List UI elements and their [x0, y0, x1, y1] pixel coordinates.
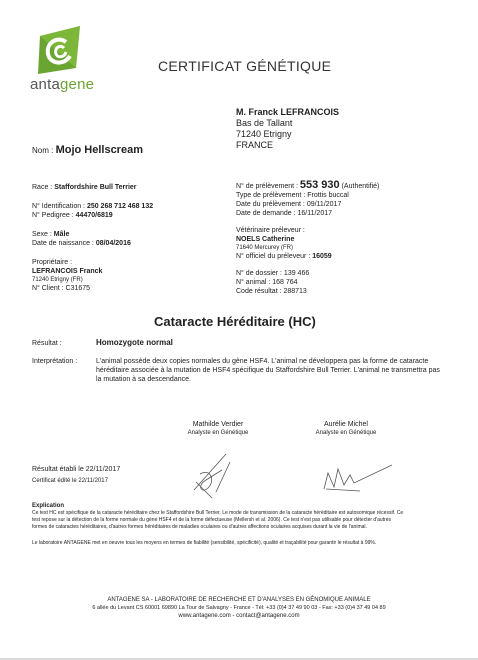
signatory-role: Analyste en Génétique — [187, 430, 249, 436]
dog-name: Mojo Hellscream — [55, 144, 143, 156]
vet-city: 71640 Mercurey (FR) — [236, 245, 294, 251]
explanation-line: test repose sur la détection de la forme normale du gène HSF4 et de la forme défectueuse (Mellersh et al. 2006). Ce test n'est pas utilisable pour détecter d'autres — [32, 517, 392, 523]
explanation-line: Ce test HC est spécifique de la cataracte héréditaire chez le Staffordshire Bull Terrier. Le mode de transmission de la cataracte héréditaire est autosomique récessif. Ce — [32, 510, 404, 516]
pedigree-value: 44470/6819 — [75, 212, 113, 219]
dog-name-row — [32, 140, 143, 158]
test-title: Cataracte Héréditaire (HC) — [154, 314, 316, 329]
owner-address-name: M. Franck LEFRANCOIS — [236, 107, 340, 117]
vet-official-label: N° officiel du préleveur : — [236, 253, 313, 260]
signatory-role: Analyste en Génétique — [315, 430, 377, 436]
id-label: N° Identification : — [32, 203, 87, 210]
result-value: Homozygote normal — [96, 338, 173, 347]
sample-number-note: (Authentifié) — [339, 183, 380, 190]
sample-number: 553 930 — [299, 179, 340, 191]
certificate-edited-date: Certificat édité le 22/11/2017 — [32, 478, 108, 484]
dossier-number: N° de dossier : 139 466 — [236, 270, 310, 277]
result-label: Résultat : — [32, 340, 62, 347]
owner-name: LEFRANCOIS Franck — [32, 268, 103, 275]
race-label: Race : — [32, 184, 55, 191]
request-date: Date de demande : 16/11/2017 — [236, 210, 333, 217]
footer-contact: www.antagene.com - contact@antagene.com — [178, 613, 300, 619]
owner-address-country: FRANCE — [236, 140, 274, 150]
signature-1-mark — [186, 440, 246, 500]
sex-label: Sexe : — [32, 231, 54, 238]
dog-details — [32, 183, 153, 293]
vet-name: NOELS Catherine — [236, 236, 295, 243]
signatory-name: Aurélie Michel — [324, 421, 368, 428]
owner-label: Propriétaire : — [32, 259, 73, 266]
race-value: Staffordshire Bull Terrier — [54, 184, 137, 191]
interp-line: la mutation à sa descendance. — [96, 376, 191, 383]
sample-type: Type de prélèvement : Frottis buccal — [236, 192, 349, 199]
vet-official: 16059 — [312, 253, 332, 260]
sex-value: Mâle — [53, 231, 70, 238]
antagene-logo — [36, 22, 84, 78]
explanation-title: Explication — [32, 503, 65, 509]
sample-number-label: N° de prélèvement : — [236, 183, 300, 190]
signature-2-mark — [320, 455, 400, 495]
footer-address: 6 allée du Levant CS 60001 69890 La Tour de Salvagny - France - Tél: +33 (0)4 37 49 90 03 - Fax: +33 (0)4 37 49 04 89 — [92, 605, 386, 611]
id-value: 250 268 712 468 132 — [86, 203, 154, 210]
footer-lab: ANTAGENE SA - LABORATOIRE DE RECHERCHE ET D'ANALYSES EN GÉNOMIQUE ANIMALE — [107, 597, 371, 603]
owner-address-block — [236, 107, 339, 151]
interp-text — [96, 357, 456, 384]
sample-date: Date du prélèvement : 09/11/2017 — [236, 201, 342, 208]
signature-2 — [296, 420, 396, 437]
signature-1 — [168, 420, 268, 437]
interp-label: Interprétation : — [32, 358, 78, 365]
interp-line: héréditaire associée à la mutation de HSF4 spécifique du Staffordshire Bull Terrier. L'animal ne transmettra pas — [96, 367, 440, 374]
vet-label: Vétérinaire préleveur : — [236, 227, 305, 234]
quality-statement: Le laboratoire ANTAGENE met en oeuvre tous les moyens en termes de fiabilité (sensibilité, spécificité), qualité et traçabilité pour garantir le résultat à 99%. — [32, 540, 377, 546]
result-code: Code résultat : 288713 — [236, 288, 307, 295]
explanation-line: formes de cataractes héréditaires, d'autres formes héréditaires de maladies oculaires ou d'autres affections oculaires acquises durant la vie de l'animal. — [32, 524, 367, 530]
pedigree-label: N° Pedigree : — [32, 212, 76, 219]
animal-number: N° animal : 168 764 — [236, 279, 298, 286]
antagene-logo-icon — [36, 22, 84, 78]
birth-value: 08/04/2016 — [95, 240, 131, 247]
owner-address-line2: 71240 Etrigny — [236, 129, 292, 139]
sample-details — [236, 181, 379, 296]
signatory-name: Mathilde Verdier — [192, 421, 244, 428]
owner-client: N° Client : C31675 — [32, 285, 91, 292]
result-established-date: Résultat établi le 22/11/2017 — [32, 466, 121, 473]
certificate-title: CERTIFICAT GÉNÉTIQUE — [158, 58, 332, 74]
owner-city: 71240 Etrigny (FR) — [32, 277, 83, 283]
owner-address-line1: Bas de Tallant — [236, 118, 293, 128]
footer — [0, 596, 478, 620]
brand-name: antagene — [30, 76, 95, 93]
birth-label: Date de naissance : — [32, 240, 96, 247]
dog-name-label: Nom : — [32, 146, 56, 155]
explanation-block — [32, 502, 452, 531]
interp-line: L'animal possède deux copies normales du gène HSF4. L'animal ne développera pas la forme de cataracte — [96, 358, 429, 365]
